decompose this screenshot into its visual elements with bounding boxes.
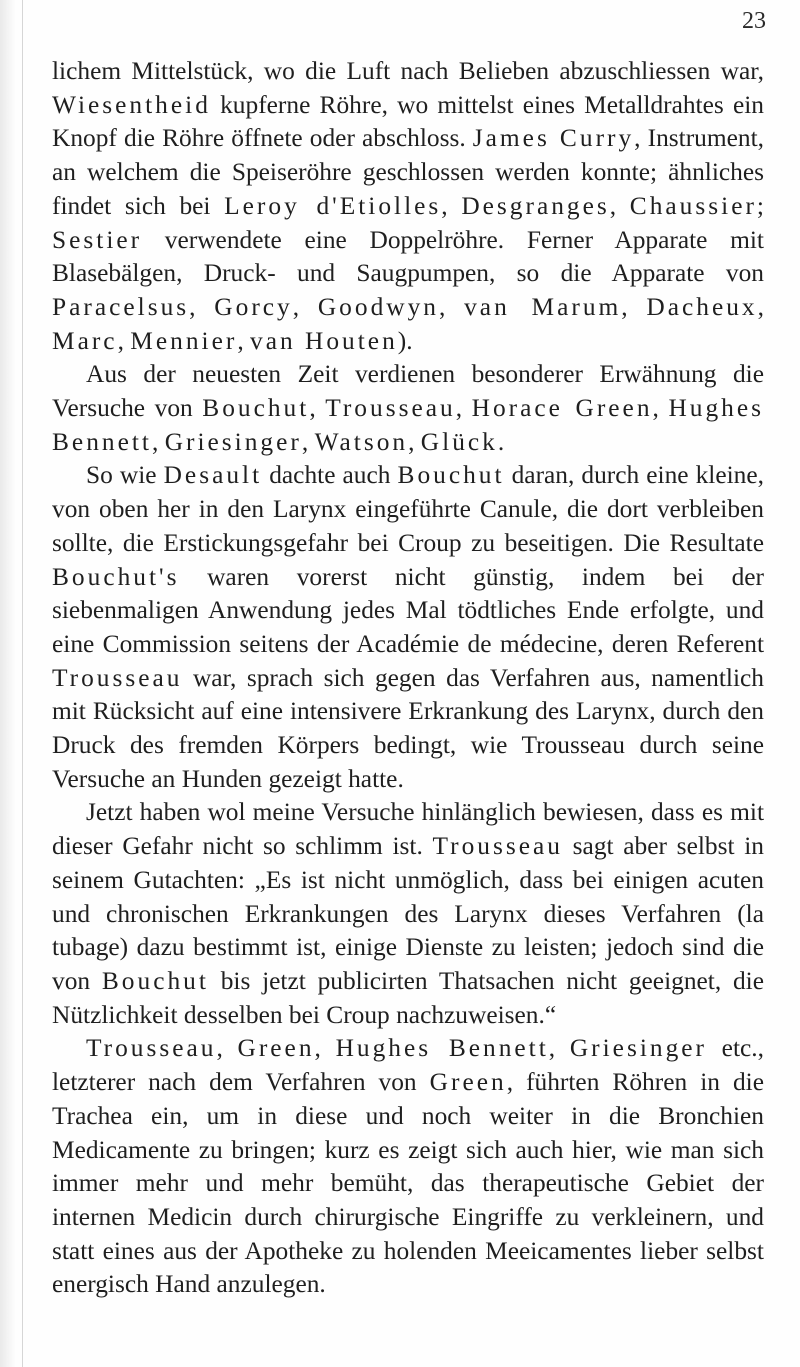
text-run: ,	[609, 191, 630, 220]
spaced-name: Hughes Bennett	[335, 1034, 549, 1063]
spaced-name: Paracelsus	[52, 292, 190, 321]
text-run: ,	[237, 326, 251, 355]
spaced-name: Goodwyn	[317, 292, 439, 321]
text-run: ,	[408, 427, 421, 456]
spaced-name: James Curry	[472, 124, 635, 153]
text-run: ,	[309, 394, 326, 423]
spaced-name: Chaussier	[629, 191, 757, 220]
text-run: Aus der neuesten Zeit verdienen besonderer Erwähnung die Versuche von	[52, 360, 764, 423]
spaced-name: Sestier	[52, 225, 143, 254]
spaced-name: Green	[429, 1068, 507, 1097]
spaced-name: Bouchut	[202, 394, 310, 423]
text-run: ,	[621, 292, 647, 321]
spaced-name: Dacheux	[646, 292, 758, 321]
paragraph-1	[52, 55, 764, 358]
paragraph-2	[52, 358, 764, 459]
spaced-name: Green	[237, 1034, 315, 1063]
spaced-name: van Houten	[250, 326, 398, 355]
spaced-name: Wiesentheid	[52, 90, 211, 119]
spaced-name: Trousseau	[52, 663, 183, 692]
spaced-name: Griesinger	[164, 427, 302, 456]
text-run: lichem Mittelstück, wo die Luft nach Belieben abzuschliessen war,	[52, 57, 764, 85]
text-run: war, sprach sich gegen das Verfahren aus, namentlich mit Rücksicht auf eine intensivere Erkrankung des Larynx, durch den Druck des fremden Körpers bedingt, wie Trousseau durch seine Versuche an Hunden gezeigt hatte.	[52, 663, 764, 793]
page-gutter-shadow	[0, 0, 16, 1367]
text-run: ,	[117, 326, 131, 355]
text-run: , Instrument, an welchem die Speiseröhre geschlossen werden konnte; ähnliches findet sich bei	[52, 124, 764, 220]
text-run: Jetzt haben wol meine Versuche hinlänglich bewiesen, dass es mit dieser Gefahr nicht so schlimm ist.	[52, 798, 764, 861]
page-number: 23	[742, 8, 766, 34]
text-run: ,	[757, 292, 764, 321]
spaced-name: Desgranges	[461, 191, 610, 220]
text-run: ,	[292, 292, 318, 321]
text-run: sagt aber selbst in seinem Gutachten: „Es ist nicht unmöglich, dass bei einigen acuten und chronischen Erkrankungen des Larynx dieses Verfahren (la tubage) dazu bestimmt ist, einige Dienste zu leisten; jedoch sind die von	[52, 832, 764, 995]
paragraph-5	[52, 1032, 764, 1302]
text-run: ,	[216, 1034, 238, 1063]
text-run: , führten Röhren in die Trachea ein, um in diese und noch weiter in die Bronchien Medicamente zu bringen; kurz es zeigt sich auch hier, wie man sich immer mehr und mehr bemüht, das therapeutische Gebiet der internen Medicin durch chirurgische Eingriffe zu verkleinern, und statt eines aus der Apotheke zu holenden Meeicamentes lieber selbst energisch Hand anzulegen.	[52, 1068, 765, 1299]
spaced-name: van Marum	[464, 292, 622, 321]
spaced-name: Bouchut	[397, 461, 505, 490]
spaced-name: Watson	[314, 427, 409, 456]
spaced-name: Bouchut	[101, 966, 209, 995]
spaced-name: Horace Green	[471, 394, 653, 423]
spaced-name: Glück	[420, 427, 498, 456]
text-run: ).	[397, 326, 413, 355]
paragraph-4	[52, 796, 764, 1032]
spaced-name: Bouchut's	[52, 562, 180, 591]
text-run: kupferne Röhre, wo mittelst eines Metalldrahtes ein Knopf die Röhre öffnete oder abschloss.	[52, 90, 764, 153]
spaced-name: Trousseau	[432, 832, 563, 861]
text-run: ,	[652, 394, 669, 423]
text-run: bis jetzt publicirten Thatsachen nicht geeignet, die Nützlichkeit desselben bei Croup nachzuweisen.“	[52, 966, 764, 1029]
page-gutter-line	[22, 0, 23, 1367]
spaced-name: Trousseau	[86, 1034, 217, 1063]
text-run: ;	[756, 191, 764, 220]
text-run: dachte auch	[262, 461, 398, 490]
text-run: ,	[548, 1034, 570, 1063]
text-run: So wie	[86, 461, 164, 490]
text-run: ,	[439, 292, 465, 321]
text-run: ,	[455, 394, 472, 423]
spaced-name: Griesinger	[569, 1034, 707, 1063]
spaced-name: Marc	[52, 326, 118, 355]
text-run: ,	[301, 427, 315, 456]
paragraph-3	[52, 459, 764, 796]
spaced-name: Hughes Bennett	[52, 394, 765, 456]
text-run: verwendete eine Doppelröhre. Ferner Apparate mit Blasebälgen, Druck- und Saugpumpen, so die Apparate von	[52, 225, 764, 288]
text-run: daran, durch eine kleine, von oben her in den Larynx eingeführte Canule, die dort verbleiben sollte, die Erstickungsgefahr bei Croup zu beseitigen. Die Resultate	[52, 461, 764, 557]
spaced-name: Leroy d'Etiolles	[224, 191, 442, 220]
text-run: ,	[151, 427, 165, 456]
text-run: ,	[314, 1034, 336, 1063]
spaced-name: Trousseau	[325, 394, 456, 423]
text-run: ,	[441, 191, 462, 220]
text-run: .	[497, 427, 505, 456]
body-text	[52, 55, 764, 1302]
text-run: etc., letzterer nach dem Verfahren von	[52, 1034, 764, 1097]
text-run: ,	[189, 292, 215, 321]
spaced-name: Mennier	[130, 326, 238, 355]
spaced-name: Gorcy	[214, 292, 293, 321]
text-run: waren vorerst nicht günstig, indem bei der siebenmaligen Anwendung jedes Mal tödtliches Ende erfolgte, und eine Commission seitens der Académie de médecine, deren Referent	[52, 562, 764, 658]
spaced-name: Desault	[163, 461, 263, 490]
